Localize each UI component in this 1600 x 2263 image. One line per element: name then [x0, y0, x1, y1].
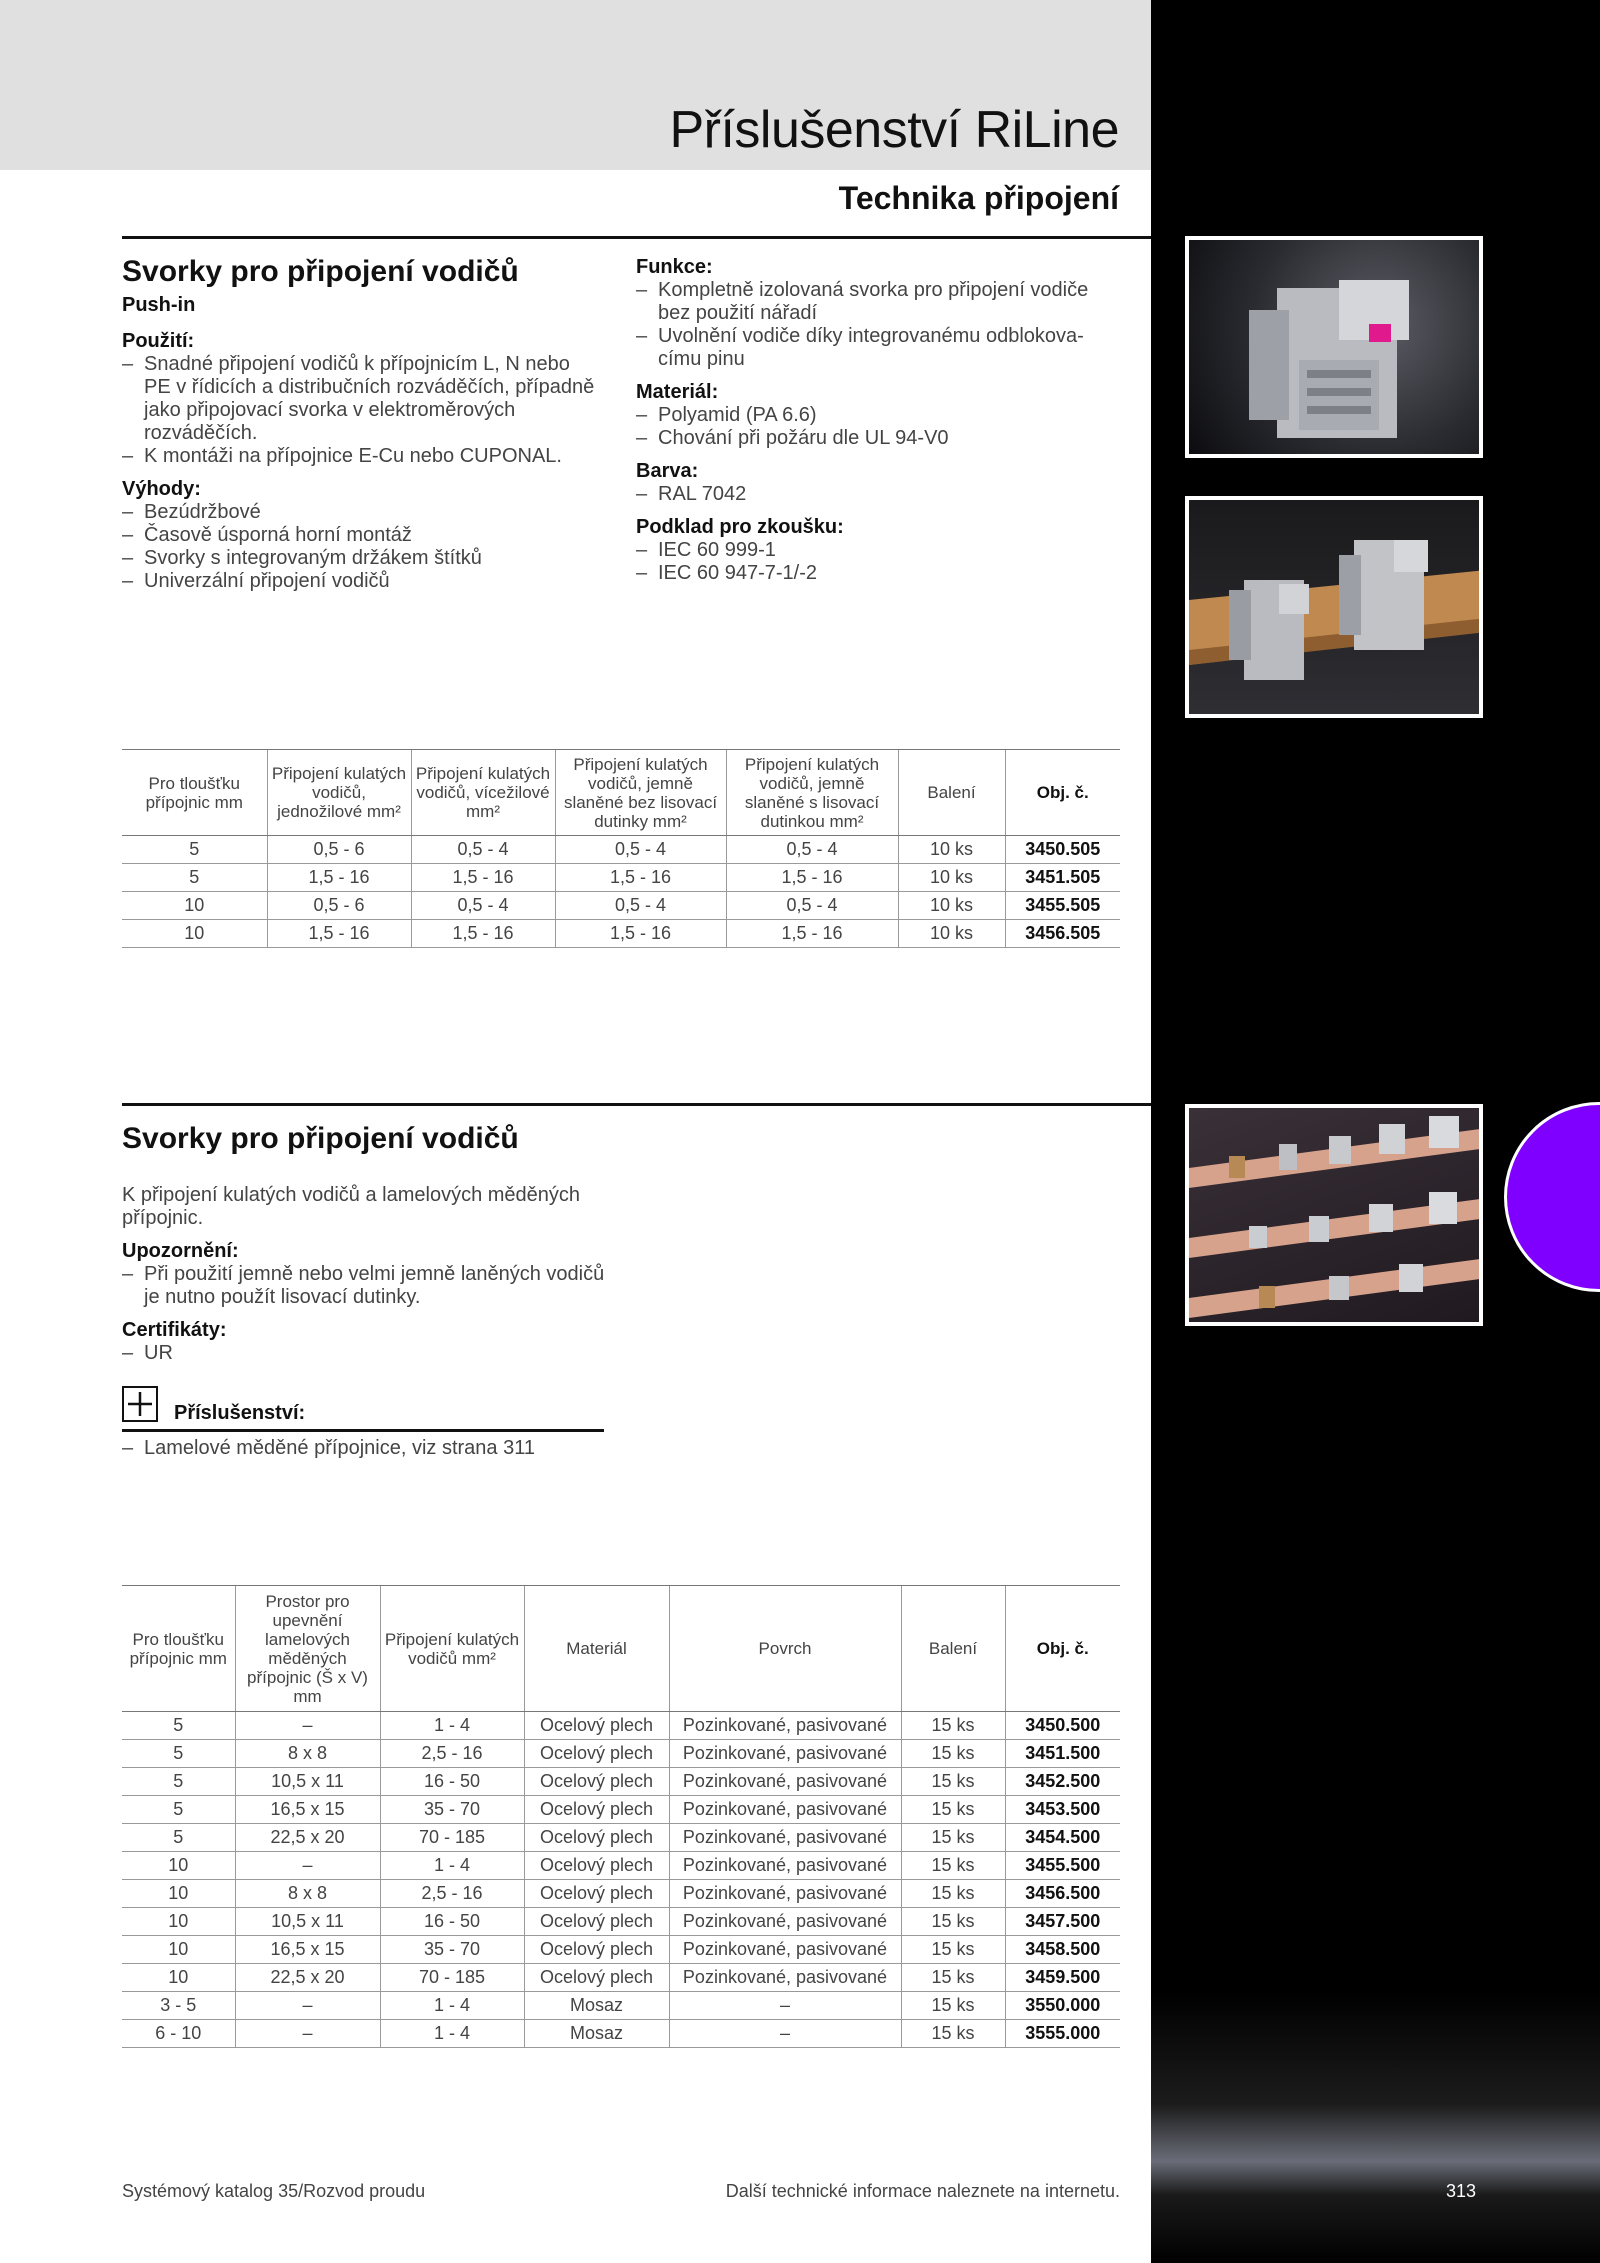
table-cell: – [669, 2020, 901, 2048]
table-cell: – [235, 1852, 380, 1880]
table-cell: 10,5 x 11 [235, 1908, 380, 1936]
accessories-heading: Příslušenství: [174, 1402, 306, 1424]
table-cell: 15 ks [901, 1880, 1005, 1908]
table-row [122, 1824, 1120, 1852]
plus-icon [122, 1386, 158, 1422]
table-cell: – [669, 1992, 901, 2020]
table-row [122, 1768, 1120, 1796]
table-cell: Ocelový plech [524, 1852, 669, 1880]
table-cell: 3451.500 [1005, 1740, 1120, 1768]
table-cell: – [235, 2020, 380, 2048]
table-cell: 10 [122, 1852, 235, 1880]
note-heading: Upozornění: [122, 1240, 239, 1262]
table-row [122, 1712, 1120, 1740]
table-cell: Pozinkované, pasivované [669, 1936, 901, 1964]
table-cell: 35 - 70 [380, 1936, 524, 1964]
table-row [122, 2020, 1120, 2048]
table-cell: 15 ks [901, 1740, 1005, 1768]
table-cell: Pozinkované, pasivované [669, 1712, 901, 1740]
table-cell: Pozinkované, pasivované [669, 1768, 901, 1796]
table-cell: 5 [122, 1768, 235, 1796]
section1-table [122, 749, 1120, 948]
list-item: – Uvolnění vodiče díky integrovanému odblokovacímu pinu [636, 325, 1116, 371]
list-item: – Polyamid (PA 6.6) [636, 404, 1116, 427]
table-header-cell: Připojení kulatých vodičů, vícežilové mm² [411, 750, 555, 836]
list-item: – IEC 60 947-7-1/-2 [636, 562, 1116, 585]
table-cell: 3450.505 [1005, 836, 1120, 864]
table-header-cell: Obj. č. [1005, 1586, 1120, 1712]
table-cell: 0,5 - 4 [411, 836, 555, 864]
table-cell: 1 - 4 [380, 1852, 524, 1880]
table-row [122, 892, 1120, 920]
table-header-cell: Připojení kulatých vodičů, jednožilové mm² [267, 750, 411, 836]
table-cell: 3454.500 [1005, 1824, 1120, 1852]
list-item: – UR [122, 1342, 612, 1365]
table-cell: 3 - 5 [122, 1992, 235, 2020]
table-cell: 10 ks [898, 864, 1005, 892]
table-cell: 1 - 4 [380, 1992, 524, 2020]
table-body [122, 836, 1120, 948]
table-cell: 10 [122, 920, 267, 948]
usage-heading: Použití: [122, 330, 195, 352]
list-item: – IEC 60 999-1 [636, 539, 1116, 562]
accessories-rule [122, 1429, 604, 1432]
table-cell: 1,5 - 16 [726, 864, 898, 892]
section1-right-column [636, 256, 1116, 585]
table-cell: 15 ks [901, 1796, 1005, 1824]
table-cell: 10 [122, 1964, 235, 1992]
page-subtitle: Technika připojení [838, 180, 1119, 216]
table-cell: 1,5 - 16 [555, 920, 726, 948]
table-row [122, 1908, 1120, 1936]
table-row [122, 920, 1120, 948]
table-row [122, 1880, 1120, 1908]
usage-list [122, 353, 602, 468]
table-cell: 1,5 - 16 [267, 920, 411, 948]
list-item: – Časově úsporná horní montáž [122, 524, 602, 547]
list-item: – Svorky s integrovaným držákem štítků [122, 547, 602, 570]
table-cell: 0,5 - 4 [726, 836, 898, 864]
function-list [636, 279, 1116, 371]
table-cell: 16 - 50 [380, 1908, 524, 1936]
table-header-cell: Pro tloušťku přípojnic mm [122, 750, 267, 836]
table-cell: 10 [122, 1880, 235, 1908]
table-cell: Ocelový plech [524, 1936, 669, 1964]
color-list [636, 483, 1116, 506]
table-body [122, 1712, 1120, 2048]
table-cell: 16 - 50 [380, 1768, 524, 1796]
page-number: 313 [1446, 2181, 1477, 2201]
table-cell: 5 [122, 1740, 235, 1768]
table-cell: 3453.500 [1005, 1796, 1120, 1824]
table-cell: 70 - 185 [380, 1824, 524, 1852]
table-cell: 3458.500 [1005, 1936, 1120, 1964]
table-cell: 3459.500 [1005, 1964, 1120, 1992]
table-cell: Pozinkované, pasivované [669, 1824, 901, 1852]
table-header-cell: Připojení kulatých vodičů, jemně slaněné s lisovací dutinkou mm² [726, 750, 898, 836]
table-cell: 15 ks [901, 1768, 1005, 1796]
section1-left-column [122, 330, 602, 593]
accessories-text [122, 1437, 612, 1460]
benefits-heading: Výhody: [122, 478, 201, 500]
table-cell: 1 - 4 [380, 1712, 524, 1740]
table-cell: 3450.500 [1005, 1712, 1120, 1740]
table-cell: Ocelový plech [524, 1880, 669, 1908]
table-header-cell: Pro tloušťku přípojnic mm [122, 1586, 235, 1712]
table-cell: 10 ks [898, 836, 1005, 864]
table-cell: 1,5 - 16 [555, 864, 726, 892]
table-cell: 0,5 - 6 [267, 836, 411, 864]
table-header-cell: Balení [901, 1586, 1005, 1712]
table-cell: 1,5 - 16 [411, 920, 555, 948]
table-cell: Ocelový plech [524, 1712, 669, 1740]
table-cell: 2,5 - 16 [380, 1880, 524, 1908]
table-cell: 1 - 4 [380, 2020, 524, 2048]
product-photo-terminals-on-busbar [1185, 496, 1483, 718]
section2-table [122, 1585, 1120, 2048]
accessories-list [122, 1437, 612, 1460]
table-cell: 15 ks [901, 1712, 1005, 1740]
table-cell: 3456.505 [1005, 920, 1120, 948]
table-row [122, 836, 1120, 864]
benefits-list [122, 501, 602, 593]
table-cell: 0,5 - 4 [411, 892, 555, 920]
table-cell: 6 - 10 [122, 2020, 235, 2048]
table-cell: 5 [122, 1796, 235, 1824]
table-cell: 22,5 x 20 [235, 1964, 380, 1992]
table-cell: 3456.500 [1005, 1880, 1120, 1908]
color-heading: Barva: [636, 460, 699, 482]
table-cell: – [235, 1712, 380, 1740]
table-cell: Mosaz [524, 1992, 669, 2020]
list-item: – Kompletně izolovaná svorka pro připojení vodiče bez použití nářadí [636, 279, 1116, 325]
table-cell: 1,5 - 16 [267, 864, 411, 892]
table-cell: 10 [122, 1936, 235, 1964]
table-cell: 3455.500 [1005, 1852, 1120, 1880]
table-cell: 3550.000 [1005, 1992, 1120, 2020]
table-cell: – [235, 1992, 380, 2020]
section2-text [122, 1184, 612, 1365]
list-item: – Při použití jemně nebo velmi jemně laněných vodičů je nutno použít lisovací dutinky. [122, 1263, 612, 1309]
table-header-cell: Povrch [669, 1586, 901, 1712]
section2-intro: K připojení kulatých vodičů a lamelových měděných přípojnic. [122, 1184, 581, 1229]
table-cell: 5 [122, 1824, 235, 1852]
section2-title: Svorky pro připojení vodičů [122, 1122, 519, 1155]
table-cell: 0,5 - 4 [726, 892, 898, 920]
section1-rule [122, 236, 1151, 239]
table-header-row [122, 750, 1120, 836]
table-cell: 10 [122, 1908, 235, 1936]
table-cell: Ocelový plech [524, 1908, 669, 1936]
table-cell: 10 ks [898, 920, 1005, 948]
table-cell: 0,5 - 6 [267, 892, 411, 920]
table-cell: 15 ks [901, 1992, 1005, 2020]
table-cell: 15 ks [901, 1824, 1005, 1852]
table-cell: Mosaz [524, 2020, 669, 2048]
table-cell: 8 x 8 [235, 1880, 380, 1908]
table-cell: 5 [122, 836, 267, 864]
table-cell: 35 - 70 [380, 1796, 524, 1824]
table-cell: 16,5 x 15 [235, 1796, 380, 1824]
test-list [636, 539, 1116, 585]
footer-catalog: Systémový katalog 35/Rozvod proudu [122, 2181, 426, 2201]
table-cell: Pozinkované, pasivované [669, 1964, 901, 1992]
table-cell: 2,5 - 16 [380, 1740, 524, 1768]
table-cell: Pozinkované, pasivované [669, 1908, 901, 1936]
table-cell: Ocelový plech [524, 1824, 669, 1852]
table-header-row [122, 1586, 1120, 1712]
table-cell: 10,5 x 11 [235, 1768, 380, 1796]
table-row [122, 1796, 1120, 1824]
table-cell: 0,5 - 4 [555, 836, 726, 864]
table-cell: 8 x 8 [235, 1740, 380, 1768]
cert-heading: Certifikáty: [122, 1319, 227, 1341]
table-cell: 10 ks [898, 892, 1005, 920]
table-header-cell: Prostor pro upevnění lamelových měděných přípojnic (Š x V) mm [235, 1586, 380, 1712]
table-row [122, 1992, 1120, 2020]
table-cell: 15 ks [901, 1908, 1005, 1936]
table-cell: 3555.000 [1005, 2020, 1120, 2048]
table-cell: Pozinkované, pasivované [669, 1740, 901, 1768]
table-cell: Ocelový plech [524, 1964, 669, 1992]
table-cell: 22,5 x 20 [235, 1824, 380, 1852]
table-cell: 0,5 - 4 [555, 892, 726, 920]
material-list [636, 404, 1116, 450]
table-cell: Pozinkované, pasivované [669, 1880, 901, 1908]
note-list [122, 1263, 612, 1309]
section1-title: Svorky pro připojení vodičů [122, 255, 519, 288]
table-cell: Pozinkované, pasivované [669, 1852, 901, 1880]
section1-subtitle: Push-in [122, 294, 196, 316]
table-cell: 70 - 185 [380, 1964, 524, 1992]
table-row [122, 1740, 1120, 1768]
page-title: Příslušenství RiLine [669, 101, 1119, 159]
product-photo-push-in-terminal [1185, 236, 1483, 458]
material-heading: Materiál: [636, 381, 719, 403]
list-item: – Lamelové měděné přípojnice, viz strana 311 [122, 1437, 612, 1460]
list-item: – RAL 7042 [636, 483, 1116, 506]
table-header-cell: Připojení kulatých vodičů, jemně slaněné bez lisovací dutinky mm² [555, 750, 726, 836]
table-header-cell: Připojení kulatých vodičů mm² [380, 1586, 524, 1712]
table-cell: 10 [122, 892, 267, 920]
list-item: – K montáži na přípojnice E-Cu nebo CUPONAL. [122, 445, 602, 468]
footer-info: Další technické informace naleznete na internetu. [725, 2181, 1120, 2201]
table-cell: 3451.505 [1005, 864, 1120, 892]
table-cell: 3452.500 [1005, 1768, 1120, 1796]
table-row [122, 864, 1120, 892]
table-row [122, 1852, 1120, 1880]
table-header-cell: Materiál [524, 1586, 669, 1712]
table-header-cell: Obj. č. [1005, 750, 1120, 836]
table-cell: 15 ks [901, 1964, 1005, 1992]
table-cell: 3455.505 [1005, 892, 1120, 920]
section2-rule [122, 1103, 1151, 1106]
table-header-cell: Balení [898, 750, 1005, 836]
table-cell: Pozinkované, pasivované [669, 1796, 901, 1824]
table-cell: 15 ks [901, 1852, 1005, 1880]
table-cell: Ocelový plech [524, 1768, 669, 1796]
product-photo-busbar-terminals [1185, 1104, 1483, 1326]
table-row [122, 1964, 1120, 1992]
table-cell: 5 [122, 864, 267, 892]
table-cell: 15 ks [901, 2020, 1005, 2048]
list-item: – Univerzální připojení vodičů [122, 570, 602, 593]
table-cell: 15 ks [901, 1936, 1005, 1964]
test-heading: Podklad pro zkoušku: [636, 516, 844, 538]
table-cell: Ocelový plech [524, 1796, 669, 1824]
table-cell: 5 [122, 1712, 235, 1740]
table-cell: Ocelový plech [524, 1740, 669, 1768]
list-item: – Bezúdržbové [122, 501, 602, 524]
table-cell: 16,5 x 15 [235, 1936, 380, 1964]
function-heading: Funkce: [636, 256, 713, 278]
list-item: – Snadné připojení vodičů k přípojnicím L, N nebo PE v řídicích a distribučních rozváděčích, případně jako připojovací svorka v elektroměrových rozváděčích. [122, 353, 602, 445]
table-row [122, 1936, 1120, 1964]
table-cell: 1,5 - 16 [411, 864, 555, 892]
table-cell: 3457.500 [1005, 1908, 1120, 1936]
list-item: – Chování při požáru dle UL 94-V0 [636, 427, 1116, 450]
cert-list [122, 1342, 612, 1365]
table-cell: 1,5 - 16 [726, 920, 898, 948]
